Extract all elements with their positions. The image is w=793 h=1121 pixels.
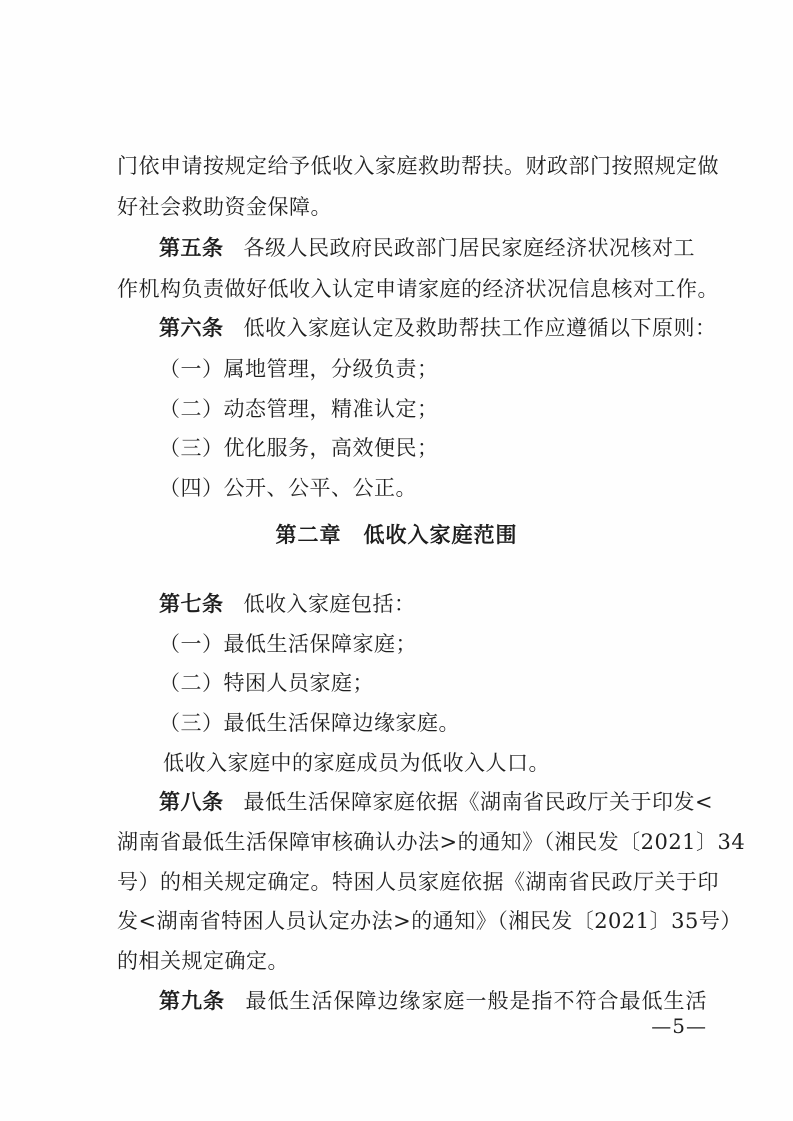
line-text: 湖南省最低生活保障审核确认办法>的通知》（湘民发〔2021〕34 [117,830,746,854]
line-text: 发<湖南省特困人员认定办法>的通知》（湘民发〔2021〕35号） [117,909,742,933]
article-8-line-3 [117,868,719,896]
page-number: —5— [651,1014,707,1038]
line-text: 作机构负责做好低收入认定申请家庭的经济状况信息核对工作。 [117,277,719,301]
principle-item [159,395,707,423]
article-8-line-2 [117,828,746,856]
members-line [163,749,711,777]
article-7-text: 低收入家庭包括： [243,592,416,616]
article-8-line-5 [117,947,707,975]
category-item [159,630,707,658]
line-text: 号）的相关规定确定。特困人员家庭依据《湖南省民政厅关于印 [117,870,719,894]
line-text: 的相关规定确定。 [117,949,289,973]
principle-text: （四）公开、公平、公正。 [159,476,417,500]
article-8-text: 最低生活保障家庭依据《湖南省民政厅关于印发< [243,790,714,814]
members-text: 低收入家庭中的家庭成员为低收入人口。 [163,751,550,775]
article-9-label: 第九条 [159,989,225,1013]
article-8-line-4 [117,907,742,935]
paragraph-line [117,193,707,221]
principle-item [159,355,707,383]
article-5-text: 各级人民政府民政部门居民家庭经济状况核对工 [243,236,695,260]
article-5-line-1 [159,234,707,262]
principle-item [159,474,707,502]
principle-item [159,434,707,462]
article-6-line [159,314,717,342]
principle-text: （三）优化服务，高效便民； [159,436,439,460]
principle-text: （二）动态管理，精准认定； [159,397,439,421]
chapter-heading: 第二章 低收入家庭范围 [275,523,518,547]
category-item [159,669,707,697]
article-7-label: 第七条 [159,592,224,616]
article-6-label: 第六条 [159,316,224,340]
article-7-line [159,590,707,618]
line-text: 好社会救助资金保障。 [117,195,332,219]
article-9-line-1 [159,987,707,1015]
article-5-label: 第五条 [159,236,224,260]
category-text: （一）最低生活保障家庭； [159,632,417,656]
category-text: （二）特困人员家庭； [159,671,374,695]
article-8-label: 第八条 [159,790,224,814]
category-text: （三）最低生活保障边缘家庭。 [159,711,460,735]
paragraph-line [117,152,719,180]
principle-text: （一）属地管理，分级负责； [159,357,439,381]
line-text: 门依申请按规定给予低收入家庭救助帮扶。财政部门按照规定做 [117,154,719,178]
article-9-text: 最低生活保障边缘家庭一般是指不符合最低生活 [245,989,707,1013]
article-5-line-2 [117,275,719,303]
category-item [159,709,707,737]
article-8-line-1 [159,788,714,816]
article-6-text: 低收入家庭认定及救助帮扶工作应遵循以下原则： [243,316,717,340]
